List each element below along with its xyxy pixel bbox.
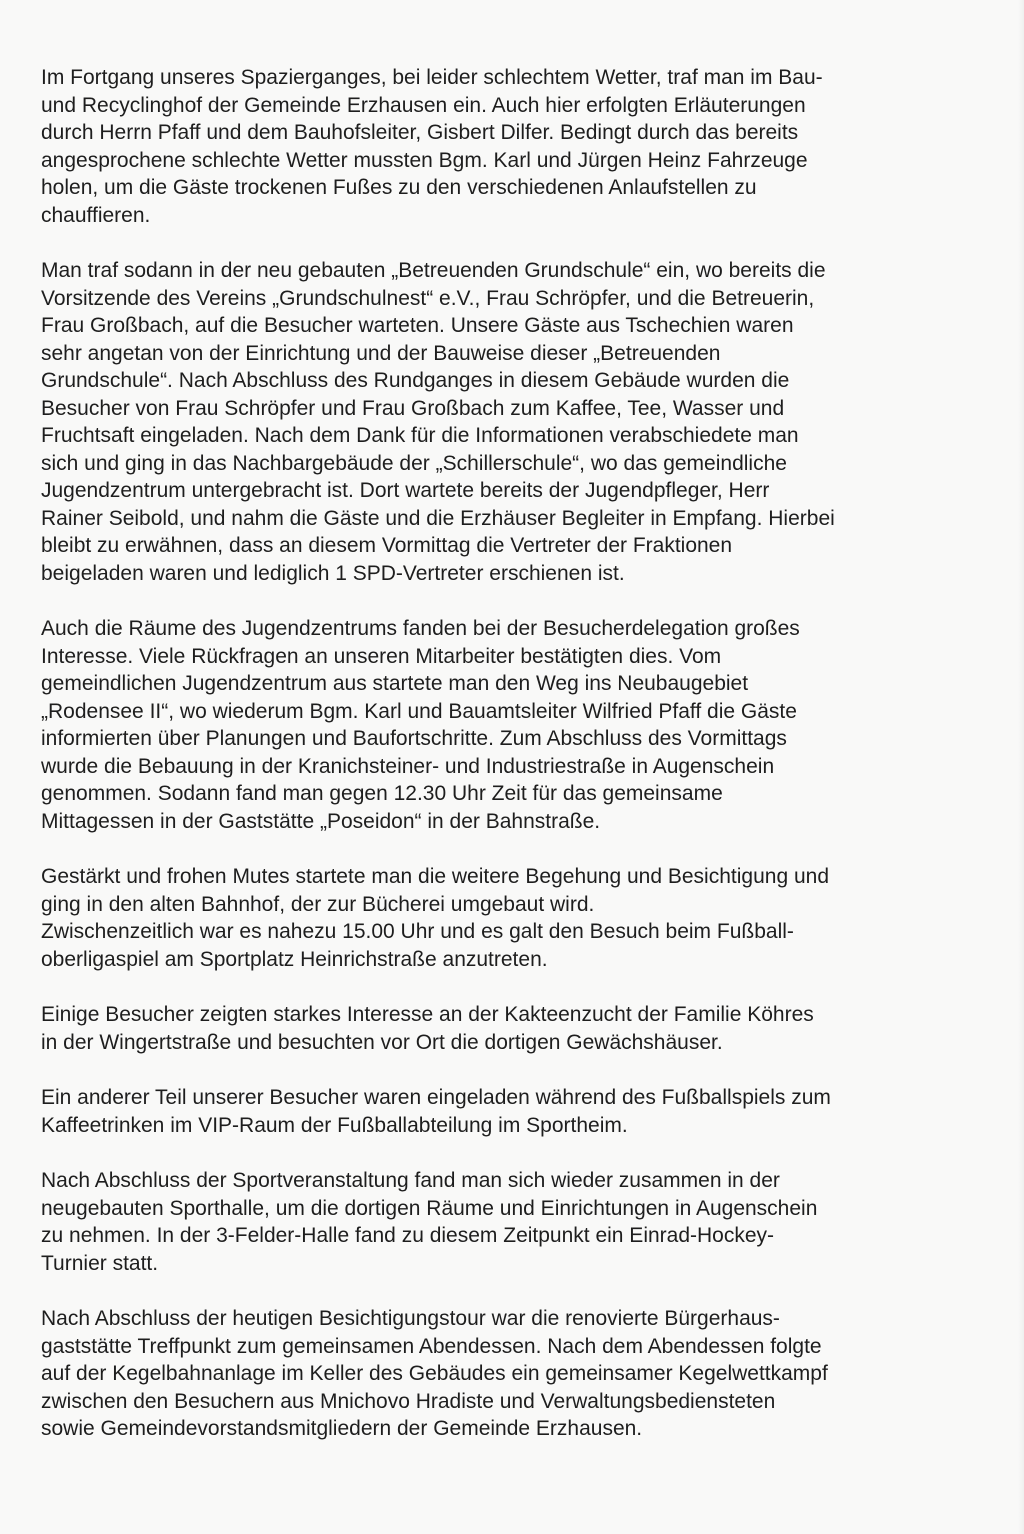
text-line: Auch die Räume des Jugendzentrums fanden bei der Besucherdelegation großes <box>41 617 800 640</box>
text-line: sowie Gemeindevorstandsmitgliedern der Gemeinde Erzhausen. <box>41 1417 643 1440</box>
text-line: und Recyclinghof der Gemeinde Erzhausen ein. Auch hier erfolgten Erläuterungen <box>41 93 806 117</box>
text-line: chauffieren. <box>41 203 151 227</box>
text-line: beigeladen waren und lediglich 1 SPD-Vertreter erschienen ist. <box>41 561 625 585</box>
text-line: Gestärkt und frohen Mutes startete man die weitere Begehung und Besichtigung und <box>41 865 829 888</box>
text-line: zwischen den Besuchern aus Mnichovo Hradiste und Verwaltungsbediensteten <box>41 1389 776 1413</box>
text-line: Vorsitzende des Vereins „Grundschulnest“ e.V., Frau Schröpfer, und die Betreuerin, <box>41 286 815 310</box>
text-line: sehr angetan von der Einrichtung und der Bauweise dieser „Betreuenden <box>41 341 721 365</box>
text-line: auf der Kegelbahnanlage im Keller des Gebäudes ein gemeinsamer Kegelwettkampf <box>41 1362 828 1385</box>
text-line: Man traf sodann in der neu gebauten „Betreuenden Grundschule“ ein, wo bereits die <box>41 259 826 282</box>
text-line: angesprochene schlechte Wetter mussten Bgm. Karl und Jürgen Heinz Fahrzeuge <box>41 148 808 172</box>
text-line: Im Fortgang unseres Spazierganges, bei leider schlechtem Wetter, traf man im Bau- <box>41 66 823 89</box>
text-line: in der Wingertstraße und besuchten vor Ort die dortigen Gewächshäuser. <box>41 1030 723 1054</box>
paragraph <box>41 1305 961 1443</box>
text-line: Interesse. Viele Rückfragen an unseren Mitarbeiter bestätigten dies. Vom <box>41 644 722 668</box>
paragraph <box>41 615 961 835</box>
document-body <box>41 64 961 1471</box>
text-line: wurde die Bebauung in der Kranichsteiner- und Industriestraße in Augenschein <box>41 754 775 778</box>
text-line: gaststätte Treffpunkt zum gemeinsamen Abendessen. Nach dem Abendessen folgte <box>41 1334 822 1358</box>
text-line: Nach Abschluss der Sportveranstaltung fand man sich wieder zusammen in der <box>41 1169 780 1192</box>
text-line: durch Herrn Pfaff und dem Bauhofsleiter, Gisbert Dilfer. Bedingt durch das bereits <box>41 121 799 144</box>
paragraph <box>41 1167 961 1277</box>
text-line: ging in den alten Bahnhof, der zur Bücherei umgebaut wird. <box>41 892 595 916</box>
text-line: Zwischenzeitlich war es nahezu 15.00 Uhr und es galt den Besuch beim Fußball- <box>41 920 794 943</box>
text-line: Einige Besucher zeigten starkes Interesse an der Kakteenzucht der Familie Köhres <box>41 1003 814 1026</box>
text-line: informierten über Planungen und Baufortschritte. Zum Abschluss des Vormittags <box>41 727 787 750</box>
text-line: Rainer Seibold, und nahm die Gäste und die Erzhäuser Begleiter in Empfang. Hierbei <box>41 506 835 530</box>
paragraph <box>41 1001 961 1056</box>
paragraph <box>41 1084 961 1139</box>
paragraph <box>41 257 961 587</box>
text-line: Turnier statt. <box>41 1251 159 1275</box>
scan-edge-shadow <box>1018 0 1024 1534</box>
text-line: neugebauten Sporthalle, um die dortigen Räume und Einrichtungen in Augenschein <box>41 1196 818 1220</box>
text-line: genommen. Sodann fand man gegen 12.30 Uhr Zeit für das gemeinsame <box>41 782 723 805</box>
text-line: gemeindlichen Jugendzentrum aus startete man den Weg ins Neubaugebiet <box>41 672 749 695</box>
text-line: Jugendzentrum untergebracht ist. Dort wartete bereits der Jugendpfleger, Herr <box>41 479 770 502</box>
text-line: sich und ging in das Nachbargebäude der „Schillerschule“, wo das gemeindliche <box>41 451 787 475</box>
text-line: Fruchtsaft eingeladen. Nach dem Dank für die Informationen verabschiedete man <box>41 424 799 447</box>
text-line: Grundschule“. Nach Abschluss des Rundganges in diesem Gebäude wurden die <box>41 369 790 392</box>
text-line: zu nehmen. In der 3-Felder-Halle fand zu diesem Zeitpunkt ein Einrad-Hockey- <box>41 1224 775 1247</box>
paragraph <box>41 863 961 973</box>
text-line: „Rodensee II“, wo wiederum Bgm. Karl und Bauamtsleiter Wilfried Pfaff die Gäste <box>41 699 797 723</box>
paragraph <box>41 64 961 229</box>
text-line: Mittagessen in der Gaststätte „Poseidon“ in der Bahnstraße. <box>41 809 601 833</box>
text-line: Ein anderer Teil unserer Besucher waren eingeladen während des Fußballspiels zum <box>41 1086 831 1109</box>
text-line: Nach Abschluss der heutigen Besichtigungstour war die renovierte Bürgerhaus- <box>41 1307 780 1330</box>
text-line: oberligaspiel am Sportplatz Heinrichstraße anzutreten. <box>41 947 548 971</box>
text-line: Frau Großbach, auf die Besucher warteten. Unsere Gäste aus Tschechien waren <box>41 314 794 337</box>
text-line: Besucher von Frau Schröpfer und Frau Großbach zum Kaffee, Tee, Wasser und <box>41 396 785 420</box>
text-line: holen, um die Gäste trockenen Fußes zu den verschiedenen Anlaufstellen zu <box>41 176 757 199</box>
text-line: Kaffeetrinken im VIP-Raum der Fußballabteilung im Sportheim. <box>41 1113 628 1137</box>
text-line: bleibt zu erwähnen, dass an diesem Vormittag die Vertreter der Fraktionen <box>41 534 733 557</box>
